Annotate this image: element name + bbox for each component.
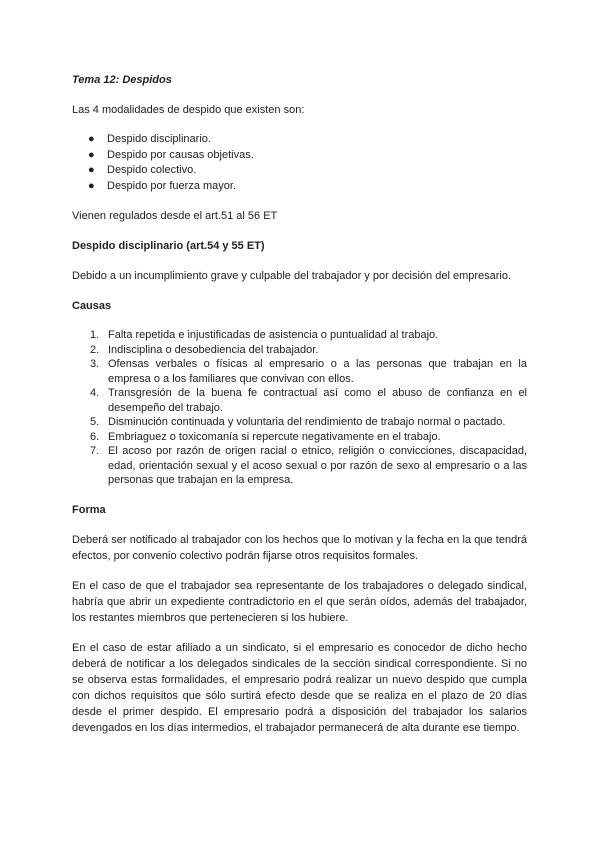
list-item xyxy=(72,415,527,430)
list-item xyxy=(72,444,527,488)
list-item xyxy=(72,357,527,386)
list-number: 1. xyxy=(90,329,100,341)
disciplinario-text: Debido a un incumplimiento grave y culpable del trabajador y por decisión del empresario. xyxy=(72,270,512,282)
list-number: 5. xyxy=(90,416,100,428)
list-item xyxy=(72,386,527,415)
section-heading-disciplinario: Despido disciplinario (art.54 y 55 ET) xyxy=(72,240,265,252)
list-item xyxy=(88,148,527,164)
list-item-text: Transgresión de la buena fe contractual así como el abuso de confianza en el desempeño del trabajo. xyxy=(108,387,527,414)
list-number: 7. xyxy=(90,445,100,457)
list-item-text: Despido disciplinario. xyxy=(107,133,211,145)
list-item xyxy=(72,343,527,358)
list-item xyxy=(88,132,527,148)
list-number: 4. xyxy=(90,387,100,399)
list-item-text: Despido colectivo. xyxy=(107,164,197,176)
list-item-text: Embriaguez o toxicomanía si repercute negativamente en el trabajo. xyxy=(108,430,441,443)
list-item xyxy=(88,179,527,195)
bullet-icon: ● xyxy=(88,133,95,145)
regulacion-text: Vienen regulados desde el art.51 al 56 ET xyxy=(72,210,278,222)
section-heading-forma: Forma xyxy=(72,503,106,516)
list-item xyxy=(88,163,527,179)
list-item-text: El acoso por razón de origen racial o etnico, religión o convicciones, discapacidad, edad, orientación sexual y el acoso sexual o por razón de sexo al empresario o a las personas que trabajan en la empresa. xyxy=(108,445,527,486)
list-item xyxy=(72,328,527,343)
modalidades-list xyxy=(88,132,527,194)
forma-paragraph: En el caso de que el trabajador sea representante de los trabajadores o delegado sindical, habría que abrir un expediente contradictorio en el que serán oídos, además del trabajador, los restantes miembros que pertenecieren si los hubiere. xyxy=(72,579,527,624)
list-number: 3. xyxy=(90,358,100,370)
intro-text: Las 4 modalidades de despido que existen son: xyxy=(72,104,305,116)
bullet-icon: ● xyxy=(88,148,95,161)
list-item-text: Ofensas verbales o físicas al empresario o a las personas que trabajan en la empresa o a los familiares que convivan con ellos. xyxy=(108,358,527,385)
document-page xyxy=(72,64,527,736)
list-number: 2. xyxy=(90,343,100,356)
forma-paragraph: En el caso de estar afiliado a un sindicato, si el empresario es conocedor de dicho hecho deberá de notificar a los delegados sindicales de la sección sindical correspondiente. Si no se observa estas formalidades, el empresario podrá realizar un nuevo despido que cumpla con dichos requisitos que sólo surtirá efecto desde que se realiza en el plazo de 20 días desde el primer despido. El empresario podrá a disposición del trabajador los salarios devengados en los días intermedios, el trabajador permanecerá de alta durante ese tiempo. xyxy=(72,641,527,734)
bullet-icon: ● xyxy=(88,179,95,192)
list-item-text: Despido por causas objetivas. xyxy=(107,148,254,161)
section-heading-causas: Causas xyxy=(72,300,112,312)
list-number: 6. xyxy=(90,430,100,443)
bullet-icon: ● xyxy=(88,164,95,176)
list-item-text: Disminución continuada y voluntaria del rendimiento de trabajo normal o pactado. xyxy=(108,416,506,428)
causas-list xyxy=(72,328,527,488)
list-item-text: Falta repetida e injustificadas de asistencia o puntualidad al trabajo. xyxy=(108,329,439,341)
list-item xyxy=(72,430,527,445)
page-title: Tema 12: Despidos xyxy=(72,74,172,86)
list-item-text: Indisciplina o desobediencia del trabajador. xyxy=(108,343,319,356)
list-item-text: Despido por fuerza mayor. xyxy=(107,179,237,192)
forma-paragraph: Deberá ser notificado al trabajador con los hechos que lo motivan y la fecha en la que tendrá efectos, por convenio colectivo podrán fijarse otros requisitos formales. xyxy=(72,533,527,562)
